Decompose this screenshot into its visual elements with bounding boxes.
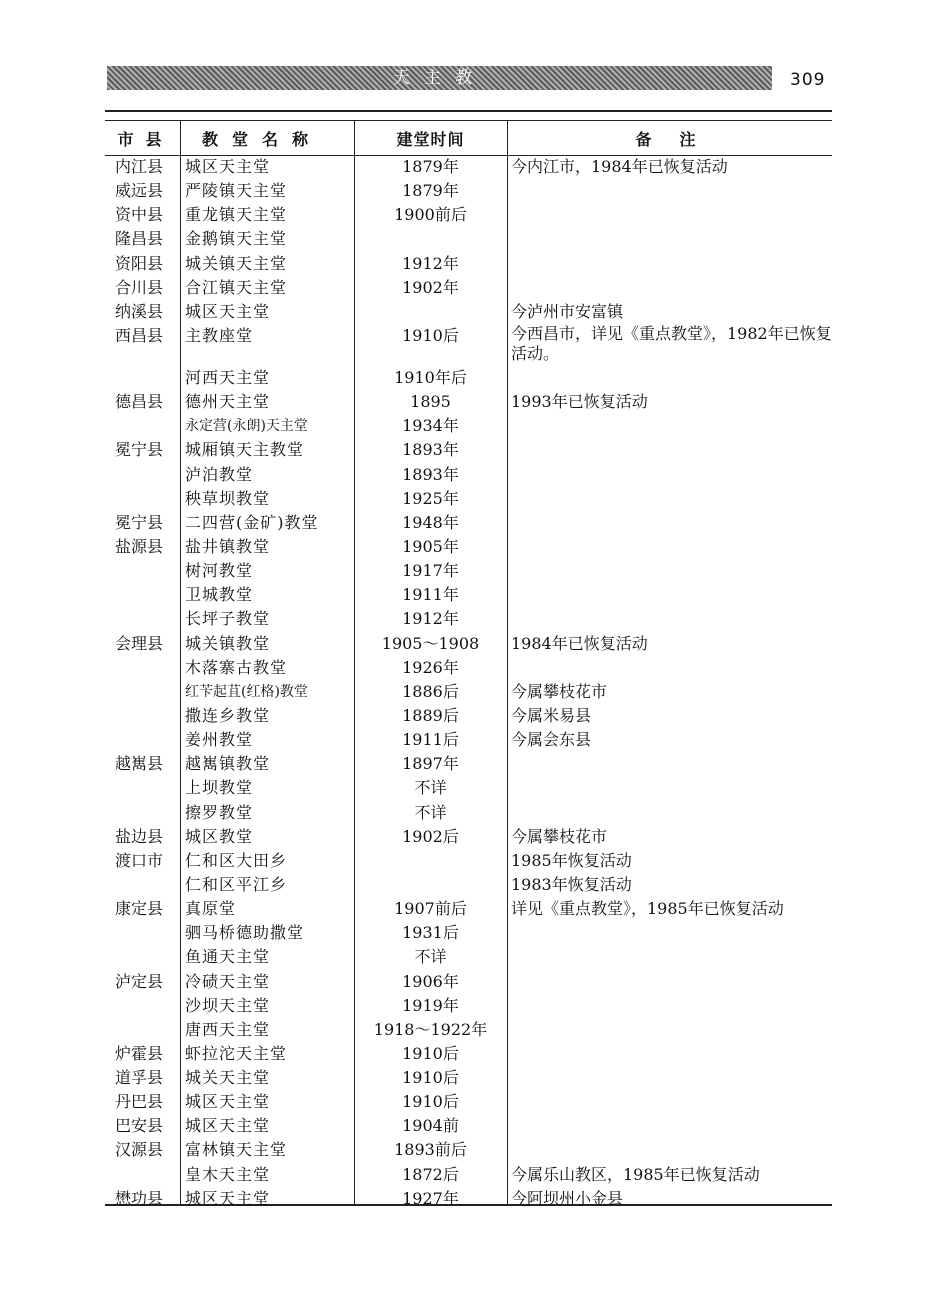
church-table [105, 121, 832, 1211]
year-cell: 1893前后 [394, 1140, 467, 1160]
year-cell: 1900前后 [394, 205, 467, 225]
church-name-cell: 城区天主堂 [185, 1092, 271, 1112]
year-cell: 不详 [414, 778, 447, 798]
year-cell: 不详 [414, 947, 447, 967]
year-cell: 1879年 [402, 181, 459, 201]
year-cell: 1872后 [402, 1164, 459, 1184]
county-cell [105, 487, 180, 511]
church-name-cell: 上坝教堂 [185, 778, 254, 798]
year-cell: 1911后 [402, 730, 459, 750]
county-cell: 冕宁县 [115, 512, 164, 532]
note-cell: 1983年恢复活动 [511, 874, 632, 894]
year-cell: 1917年 [402, 561, 459, 581]
note-cell: 详见《重点教堂》，1985年已恢复活动 [511, 899, 784, 919]
table-row [105, 825, 832, 849]
year-cell: 1893年 [402, 464, 459, 484]
note-cell [507, 276, 832, 300]
church-name-cell: 擦罗教堂 [185, 802, 254, 822]
church-name-cell: 盐井镇教堂 [185, 536, 271, 556]
note-cell [507, 994, 832, 1018]
church-name-cell: 虾拉沱天主堂 [185, 1043, 288, 1063]
year-cell: 1926年 [402, 657, 459, 677]
year-cell: 1879年 [402, 157, 459, 176]
church-name-cell: 红苄起苴(红格)教堂 [185, 683, 308, 700]
table-row [105, 897, 832, 921]
church-name-cell: 秧草坝教堂 [185, 488, 271, 508]
county-cell: 越嶲县 [115, 754, 164, 774]
note-cell [507, 1042, 832, 1066]
note-cell: 1984年已恢复活动 [511, 633, 648, 653]
year-cell: 1905年 [402, 536, 459, 556]
note-cell [507, 535, 832, 559]
table-row [105, 801, 832, 825]
county-cell [105, 945, 180, 969]
table-row [105, 252, 832, 276]
column-header-year: 建堂时间 [396, 129, 465, 149]
note-cell [507, 463, 832, 487]
year-cell: 1902后 [402, 826, 459, 846]
county-cell [105, 559, 180, 583]
year-cell: 1893年 [402, 440, 459, 460]
church-name-cell: 河西天主堂 [185, 367, 271, 387]
year-cell: 1904前 [402, 1116, 459, 1136]
year-cell [354, 873, 507, 897]
county-cell [105, 583, 180, 607]
table-row [105, 276, 832, 300]
church-name-cell: 越嶲镇教堂 [185, 754, 271, 774]
note-cell [507, 252, 832, 276]
table-row [105, 752, 832, 776]
table-row [105, 155, 832, 179]
table-row [105, 227, 832, 251]
note-cell [507, 656, 832, 680]
church-name-cell: 沙坝天主堂 [185, 995, 271, 1015]
table-header-row [105, 121, 832, 155]
table-row [105, 300, 832, 324]
church-name-cell: 永定营(永朗)天主堂 [185, 418, 308, 435]
year-cell: 1948年 [402, 512, 459, 532]
table-row [105, 728, 832, 752]
church-name-cell: 严陵镇天主堂 [185, 181, 288, 201]
table-row [105, 921, 832, 945]
note-cell [507, 414, 832, 438]
church-name-cell: 德州天主堂 [185, 392, 271, 412]
note-cell [507, 945, 832, 969]
table-row [105, 511, 832, 535]
church-name-cell: 姜州教堂 [185, 730, 254, 750]
county-cell [105, 607, 180, 631]
year-cell: 1910后 [402, 1043, 459, 1063]
note-cell [507, 921, 832, 945]
year-cell: 1912年 [402, 609, 459, 629]
table-row [105, 203, 832, 227]
note-cell [507, 1090, 832, 1114]
county-cell: 渡口市 [115, 850, 164, 870]
table-top-rule [105, 110, 832, 112]
year-cell: 1889后 [402, 705, 459, 725]
note-cell: 1993年已恢复活动 [511, 392, 648, 412]
table-row [105, 324, 832, 366]
county-cell: 盐源县 [115, 536, 164, 556]
table-row [105, 1163, 832, 1187]
year-cell: 1925年 [402, 488, 459, 508]
county-cell: 道孚县 [115, 1068, 164, 1088]
county-cell: 内江县 [115, 157, 164, 176]
county-cell [105, 680, 180, 704]
note-cell: 今泸州市安富镇 [511, 301, 624, 321]
table-row [105, 994, 832, 1018]
county-cell [105, 704, 180, 728]
table-row [105, 873, 832, 897]
church-name-cell: 合江镇天主堂 [185, 277, 288, 297]
year-cell: 1931后 [402, 923, 459, 943]
county-cell: 合川县 [115, 277, 164, 297]
church-name-cell: 城区天主堂 [185, 301, 271, 321]
table-row [105, 463, 832, 487]
note-cell [507, 559, 832, 583]
year-cell: 1918～1922年 [373, 1019, 488, 1039]
table-row [105, 1090, 832, 1114]
note-cell [507, 583, 832, 607]
county-cell: 资阳县 [115, 253, 164, 273]
note-cell [507, 203, 832, 227]
church-name-cell: 二四营(金矿)教堂 [185, 512, 319, 532]
table-row [105, 1138, 832, 1162]
church-name-cell: 撒连乡教堂 [185, 705, 271, 725]
year-cell: 1897年 [402, 754, 459, 774]
county-cell: 冕宁县 [115, 440, 164, 460]
table-row [105, 656, 832, 680]
church-name-cell: 城关镇教堂 [185, 633, 271, 653]
note-cell [507, 487, 832, 511]
note-cell [507, 179, 832, 203]
table-row [105, 680, 832, 704]
table-row [105, 1187, 832, 1211]
year-cell: 1934年 [402, 416, 459, 436]
year-cell: 1902年 [402, 277, 459, 297]
note-cell: 今属攀枝花市 [511, 826, 608, 846]
table-row [105, 970, 832, 994]
note-cell: 1985年恢复活动 [511, 850, 632, 870]
year-cell: 1910年后 [394, 367, 467, 387]
year-cell: 1910后 [402, 1092, 459, 1112]
table-row [105, 535, 832, 559]
year-cell: 1911年 [402, 585, 459, 605]
church-name-cell: 驷马桥德助撒堂 [185, 923, 305, 943]
note-cell: 今属乐山教区，1985年已恢复活动 [511, 1164, 760, 1184]
county-cell: 德昌县 [115, 392, 164, 412]
year-cell [354, 227, 507, 251]
column-header-county: 市县 [117, 129, 174, 149]
county-cell [105, 1018, 180, 1042]
county-cell [105, 994, 180, 1018]
note-cell [507, 366, 832, 390]
county-cell: 康定县 [115, 899, 164, 919]
church-name-cell: 城厢镇天主教堂 [185, 440, 305, 460]
note-cell [507, 511, 832, 535]
note-cell [507, 801, 832, 825]
church-name-cell: 泸泊教堂 [185, 464, 254, 484]
year-cell: 1886后 [402, 681, 459, 701]
table-row [105, 366, 832, 390]
year-cell: 1919年 [402, 995, 459, 1015]
year-cell: 1906年 [402, 971, 459, 991]
table-row [105, 849, 832, 873]
year-cell: 1912年 [402, 253, 459, 273]
church-name-cell: 城区天主堂 [185, 1116, 271, 1136]
county-cell: 纳溪县 [115, 301, 164, 321]
county-cell [105, 921, 180, 945]
table-row [105, 632, 832, 656]
church-name-cell: 长坪子教堂 [185, 609, 271, 629]
year-cell: 1927年 [402, 1188, 459, 1208]
column-header-note: 备注 [635, 129, 724, 149]
table-row [105, 776, 832, 800]
county-cell: 丹巴县 [115, 1092, 164, 1112]
table-row [105, 1066, 832, 1090]
note-cell [507, 607, 832, 631]
county-cell [105, 776, 180, 800]
county-cell: 巴安县 [115, 1116, 164, 1136]
county-cell [105, 656, 180, 680]
county-cell: 资中县 [115, 205, 164, 225]
table-row [105, 704, 832, 728]
church-name-cell: 真原堂 [185, 899, 237, 919]
county-cell [105, 463, 180, 487]
table-row [105, 583, 832, 607]
table-row [105, 414, 832, 438]
table-row [105, 1018, 832, 1042]
year-cell: 1907前后 [394, 899, 467, 919]
year-cell: 不详 [414, 802, 447, 822]
year-cell: 1895 [410, 392, 451, 412]
note-cell [507, 1018, 832, 1042]
church-name-cell: 木落寨古教堂 [185, 657, 288, 677]
note-cell: 今内江市，1984年已恢复活动 [511, 157, 728, 176]
church-name-cell: 唐西天主堂 [185, 1019, 271, 1039]
church-name-cell: 主教座堂 [185, 325, 254, 345]
note-cell: 今阿坝州小金县 [511, 1188, 624, 1208]
year-cell [354, 300, 507, 324]
county-cell [105, 728, 180, 752]
church-name-cell: 皇木天主堂 [185, 1164, 271, 1184]
table-row [105, 390, 832, 414]
column-header-church: 教堂名称 [202, 129, 323, 149]
header-band [107, 66, 772, 90]
church-name-cell: 冷碛天主堂 [185, 971, 271, 991]
note-cell: 今属攀枝花市 [511, 681, 608, 701]
year-cell: 1905～1908 [381, 633, 480, 653]
note-cell: 今属米易县 [511, 705, 592, 725]
county-cell [105, 801, 180, 825]
church-name-cell: 城关天主堂 [185, 1068, 271, 1088]
table-row [105, 1114, 832, 1138]
note-cell [507, 1114, 832, 1138]
county-cell: 会理县 [115, 633, 164, 653]
table-row [105, 607, 832, 631]
county-cell: 懋功县 [115, 1188, 164, 1208]
county-cell [105, 414, 180, 438]
church-name-cell: 金鹅镇天主堂 [185, 229, 288, 249]
church-name-cell: 城区教堂 [185, 826, 254, 846]
table-row [105, 179, 832, 203]
note-cell [507, 970, 832, 994]
church-name-cell: 卫城教堂 [185, 585, 254, 605]
county-cell [105, 873, 180, 897]
county-cell: 炉霍县 [115, 1043, 164, 1063]
note-cell: 今属会东县 [511, 730, 592, 750]
year-cell [354, 849, 507, 873]
table-row [105, 945, 832, 969]
running-header-title: 天主教 [393, 68, 486, 88]
church-name-cell: 鱼通天主堂 [185, 947, 271, 967]
church-name-cell: 重龙镇天主堂 [185, 205, 288, 225]
note-cell [507, 438, 832, 462]
county-cell [105, 366, 180, 390]
note-cell [507, 752, 832, 776]
church-name-cell: 仁和区大田乡 [185, 850, 288, 870]
note-cell [507, 776, 832, 800]
county-cell: 西昌县 [115, 325, 164, 345]
table-row [105, 1042, 832, 1066]
page-number: 309 [790, 70, 826, 90]
note-cell [507, 227, 832, 251]
county-cell: 隆昌县 [115, 229, 164, 249]
note-cell [507, 1066, 832, 1090]
church-name-cell: 仁和区平江乡 [185, 874, 288, 894]
year-cell: 1910后 [402, 325, 459, 345]
county-cell: 威远县 [115, 181, 164, 201]
year-cell: 1910后 [402, 1068, 459, 1088]
county-cell: 汉源县 [115, 1140, 164, 1160]
county-cell: 泸定县 [115, 971, 164, 991]
church-name-cell: 城区天主堂 [185, 1188, 271, 1208]
table-row [105, 438, 832, 462]
county-cell: 盐边县 [115, 826, 164, 846]
church-name-cell: 城关镇天主堂 [185, 253, 288, 273]
county-cell [105, 1163, 180, 1187]
church-name-cell: 城区天主堂 [185, 157, 271, 176]
note-cell: 今西昌市，详见《重点教堂》，1982年已恢复活动。 [511, 323, 832, 363]
table-body [105, 155, 832, 1211]
note-cell [507, 1138, 832, 1162]
table-row [105, 487, 832, 511]
church-name-cell: 树河教堂 [185, 561, 254, 581]
table-row [105, 559, 832, 583]
church-name-cell: 富林镇天主堂 [185, 1140, 288, 1160]
